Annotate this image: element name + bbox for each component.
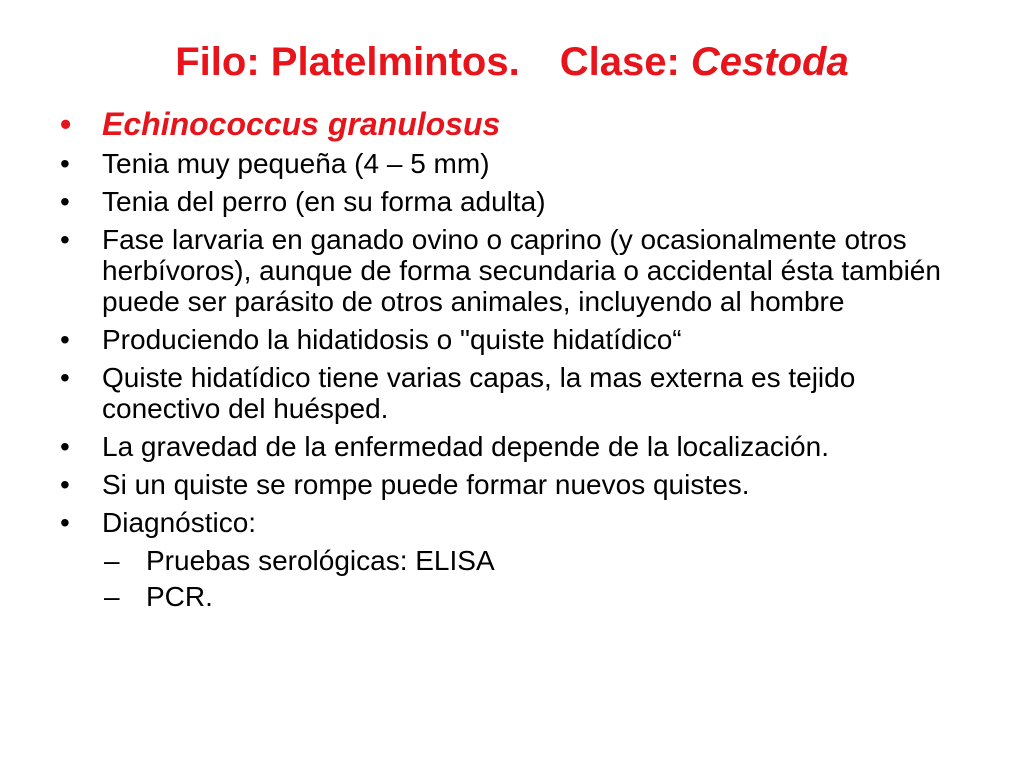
- sub-list-item: [60, 581, 980, 612]
- title-clase-name: Cestoda: [690, 40, 849, 84]
- sub-list-item-text: PCR.: [146, 581, 213, 612]
- dash-bullet-icon: –: [104, 545, 120, 576]
- slide-title: [0, 38, 1024, 86]
- list-item: [60, 507, 980, 538]
- sub-list-item: [60, 545, 980, 576]
- bullet-icon: •: [60, 224, 70, 255]
- list-item-text: Echinococcus granulosus: [102, 106, 501, 142]
- list-item-text: La gravedad de la enfermedad depende de la localización.: [102, 431, 829, 462]
- list-item: [60, 431, 980, 462]
- list-item-text: Produciendo la hidatidosis o "quiste hidatídico“: [102, 324, 682, 355]
- bullet-icon: •: [60, 362, 70, 393]
- title-clase-label: Clase:: [559, 40, 680, 84]
- list-item: [60, 224, 980, 317]
- bullet-icon: •: [60, 431, 70, 462]
- list-item-text: Tenia muy pequeña (4 – 5 mm): [102, 148, 490, 179]
- bullet-icon: •: [60, 148, 70, 179]
- dash-bullet-icon: –: [104, 581, 120, 612]
- bullet-icon: •: [60, 186, 70, 217]
- bullet-icon: •: [60, 469, 70, 500]
- list-item-text: Fase larvaria en ganado ovino o caprino (y ocasionalmente otros herbívoros), aunque de forma secundaria o accidental ésta también puede ser parásito de otros animales, incluyendo al hombre: [102, 224, 941, 317]
- title-prefix: Filo: Platelmintos.: [175, 40, 520, 84]
- list-item: [60, 469, 980, 500]
- bullet-icon: •: [60, 507, 70, 538]
- list-item: [60, 362, 980, 424]
- sub-list-item-text: Pruebas serológicas: ELISA: [146, 545, 495, 576]
- bullet-icon: •: [60, 324, 70, 355]
- list-item-species: [60, 104, 980, 144]
- list-item: [60, 148, 980, 179]
- list-item-text: Si un quiste se rompe puede formar nuevos quistes.: [102, 469, 750, 500]
- bullet-list: [60, 104, 980, 617]
- bullet-icon: •: [60, 106, 72, 142]
- list-item: [60, 324, 980, 355]
- list-item: [60, 186, 980, 217]
- list-item-text: Tenia del perro (en su forma adulta): [102, 186, 546, 217]
- list-item-text: Quiste hidatídico tiene varias capas, la mas externa es tejido conectivo del huésped.: [102, 362, 856, 424]
- list-item-text: Diagnóstico:: [102, 507, 257, 538]
